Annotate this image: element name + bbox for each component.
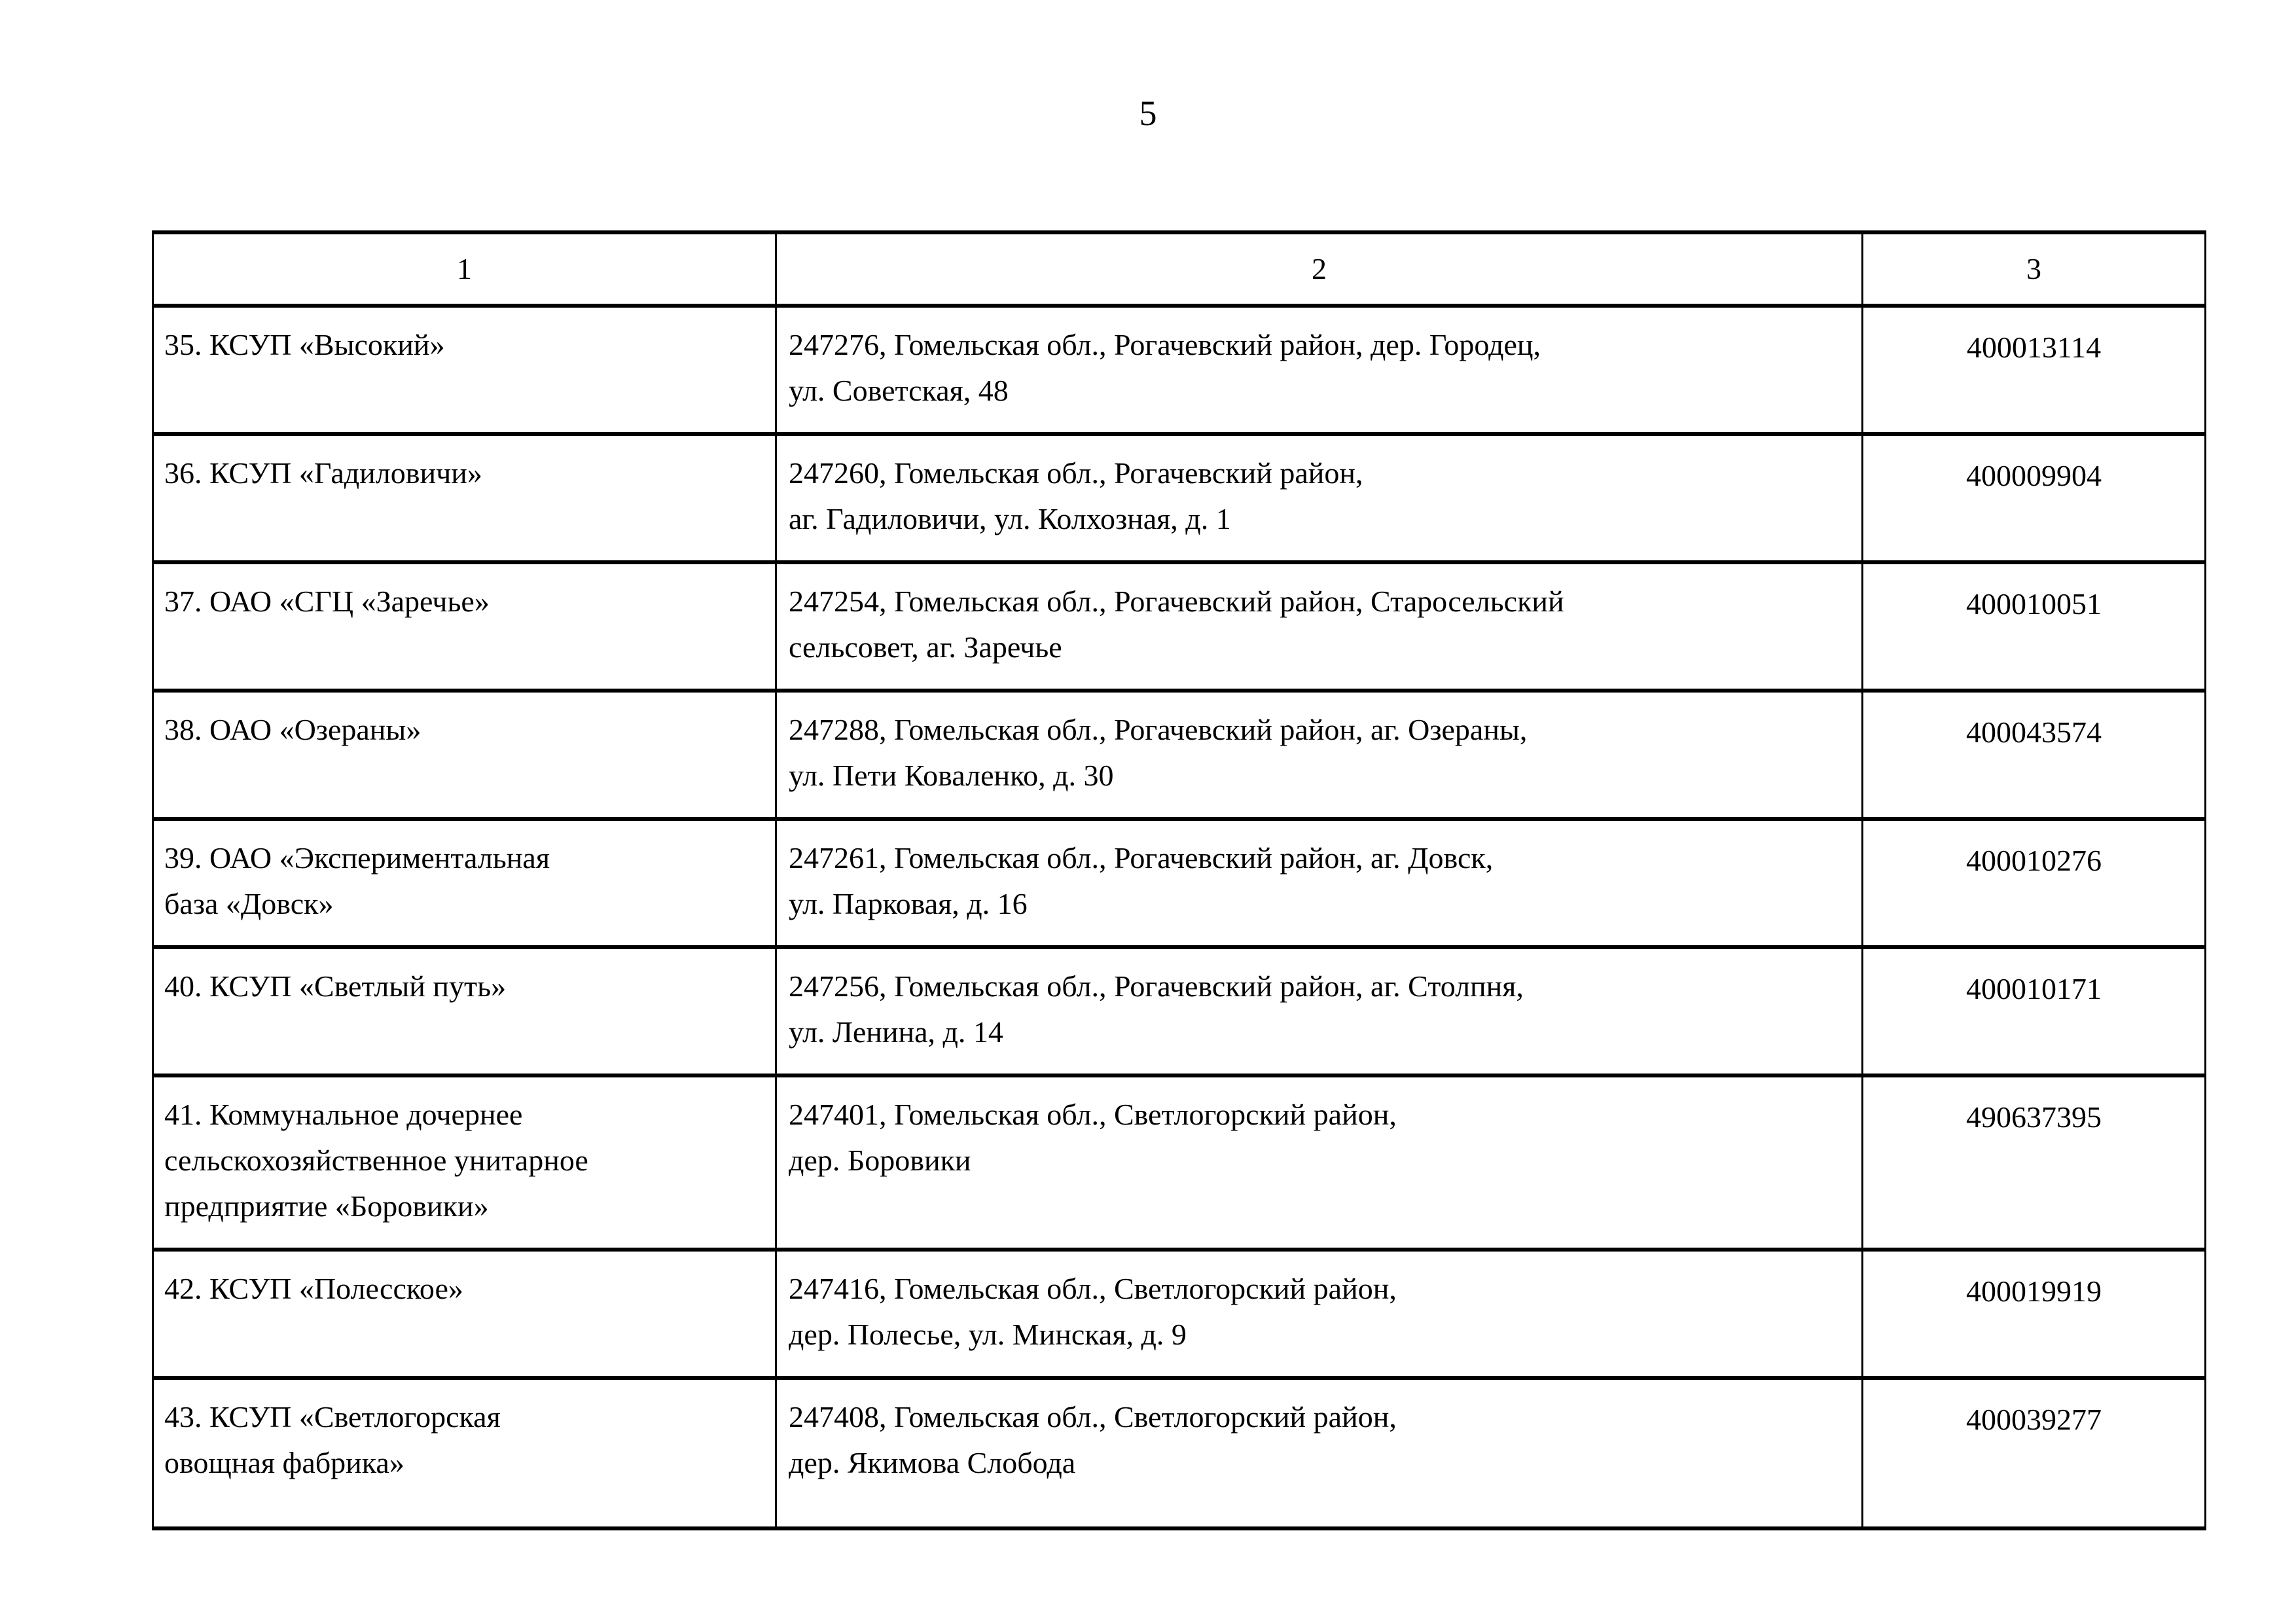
code-cell: 490637395 <box>1863 1075 2206 1250</box>
org-name-line: сельскохозяйственное унитарное <box>164 1144 588 1177</box>
code-cell: 400019919 <box>1863 1250 2206 1378</box>
org-name-line: 41. Коммунальное дочернее <box>164 1098 523 1131</box>
org-name-cell <box>153 691 776 819</box>
code-cell: 400043574 <box>1863 691 2206 819</box>
address-line: сельсовет, аг. Заречье <box>789 630 1062 664</box>
address-line: 247408, Гомельская обл., Светлогорский район, <box>789 1400 1397 1434</box>
address-line: 247261, Гомельская обл., Рогачевский район, аг. Довск, <box>789 841 1494 875</box>
table-row <box>153 1075 2206 1250</box>
table-row <box>153 306 2206 434</box>
address-line: ул. Ленина, д. 14 <box>789 1015 1003 1049</box>
address-line: 247288, Гомельская обл., Рогачевский район, аг. Озераны, <box>789 713 1528 746</box>
code-cell: 400010276 <box>1863 819 2206 947</box>
address-line: ул. Пети Коваленко, д. 30 <box>789 759 1114 792</box>
table-row <box>153 819 2206 947</box>
address-line: ул. Парковая, д. 16 <box>789 887 1028 920</box>
org-name-line: 39. ОАО «Экспериментальная <box>164 841 550 875</box>
org-name-line: 35. КСУП «Высокий» <box>164 328 445 361</box>
address-line: 247416, Гомельская обл., Светлогорский район, <box>789 1272 1397 1305</box>
header-col-1: 1 <box>153 232 776 306</box>
address-line: 247254, Гомельская обл., Рогачевский район, Старосельский <box>789 585 1564 618</box>
address-line: 247276, Гомельская обл., Рогачевский район, дер. Городец, <box>789 328 1541 361</box>
table-row <box>153 691 2206 819</box>
code-cell: 400039277 <box>1863 1378 2206 1528</box>
address-cell <box>776 691 1863 819</box>
address-line: дер. Якимова Слобода <box>789 1446 1076 1479</box>
page-number: 5 <box>1139 94 1157 133</box>
address-line: дер. Боровики <box>789 1144 971 1177</box>
org-name-line: 38. ОАО «Озераны» <box>164 713 422 746</box>
table-row <box>153 1378 2206 1528</box>
org-name-cell <box>153 434 776 562</box>
org-name-cell <box>153 1075 776 1250</box>
code-cell: 400009904 <box>1863 434 2206 562</box>
org-name-cell <box>153 819 776 947</box>
address-line: 247401, Гомельская обл., Светлогорский район, <box>789 1098 1397 1131</box>
address-cell <box>776 819 1863 947</box>
table-row <box>153 947 2206 1075</box>
org-name-line: 42. КСУП «Полесское» <box>164 1272 463 1305</box>
address-line: 247256, Гомельская обл., Рогачевский район, аг. Столпня, <box>789 969 1524 1003</box>
org-name-line: база «Довск» <box>164 887 334 920</box>
org-name-line: 36. КСУП «Гадиловичи» <box>164 456 482 490</box>
org-name-line: 37. ОАО «СГЦ «Заречье» <box>164 585 490 618</box>
org-name-cell <box>153 1250 776 1378</box>
address-cell <box>776 947 1863 1075</box>
org-name-line: предприятие «Боровики» <box>164 1189 489 1223</box>
table-row <box>153 1250 2206 1378</box>
org-name-cell <box>153 306 776 434</box>
table-header-row <box>153 232 2206 306</box>
organizations-table <box>152 230 2206 1530</box>
table-row <box>153 434 2206 562</box>
code-cell: 400010171 <box>1863 947 2206 1075</box>
code-cell: 400013114 <box>1863 306 2206 434</box>
address-line: аг. Гадиловичи, ул. Колхозная, д. 1 <box>789 502 1231 535</box>
header-col-3: 3 <box>1863 232 2206 306</box>
org-name-cell <box>153 562 776 691</box>
org-name-cell <box>153 947 776 1075</box>
address-cell <box>776 434 1863 562</box>
address-line: дер. Полесье, ул. Минская, д. 9 <box>789 1318 1187 1351</box>
address-cell <box>776 306 1863 434</box>
code-cell: 400010051 <box>1863 562 2206 691</box>
address-line: ул. Советская, 48 <box>789 374 1009 407</box>
address-cell <box>776 1075 1863 1250</box>
address-line: 247260, Гомельская обл., Рогачевский район, <box>789 456 1363 490</box>
org-name-cell <box>153 1378 776 1528</box>
address-cell <box>776 562 1863 691</box>
header-col-2: 2 <box>776 232 1863 306</box>
address-cell <box>776 1250 1863 1378</box>
org-name-line: овощная фабрика» <box>164 1446 404 1479</box>
table-row <box>153 562 2206 691</box>
org-name-line: 43. КСУП «Светлогорская <box>164 1400 501 1434</box>
address-cell <box>776 1378 1863 1528</box>
org-name-line: 40. КСУП «Светлый путь» <box>164 969 507 1003</box>
